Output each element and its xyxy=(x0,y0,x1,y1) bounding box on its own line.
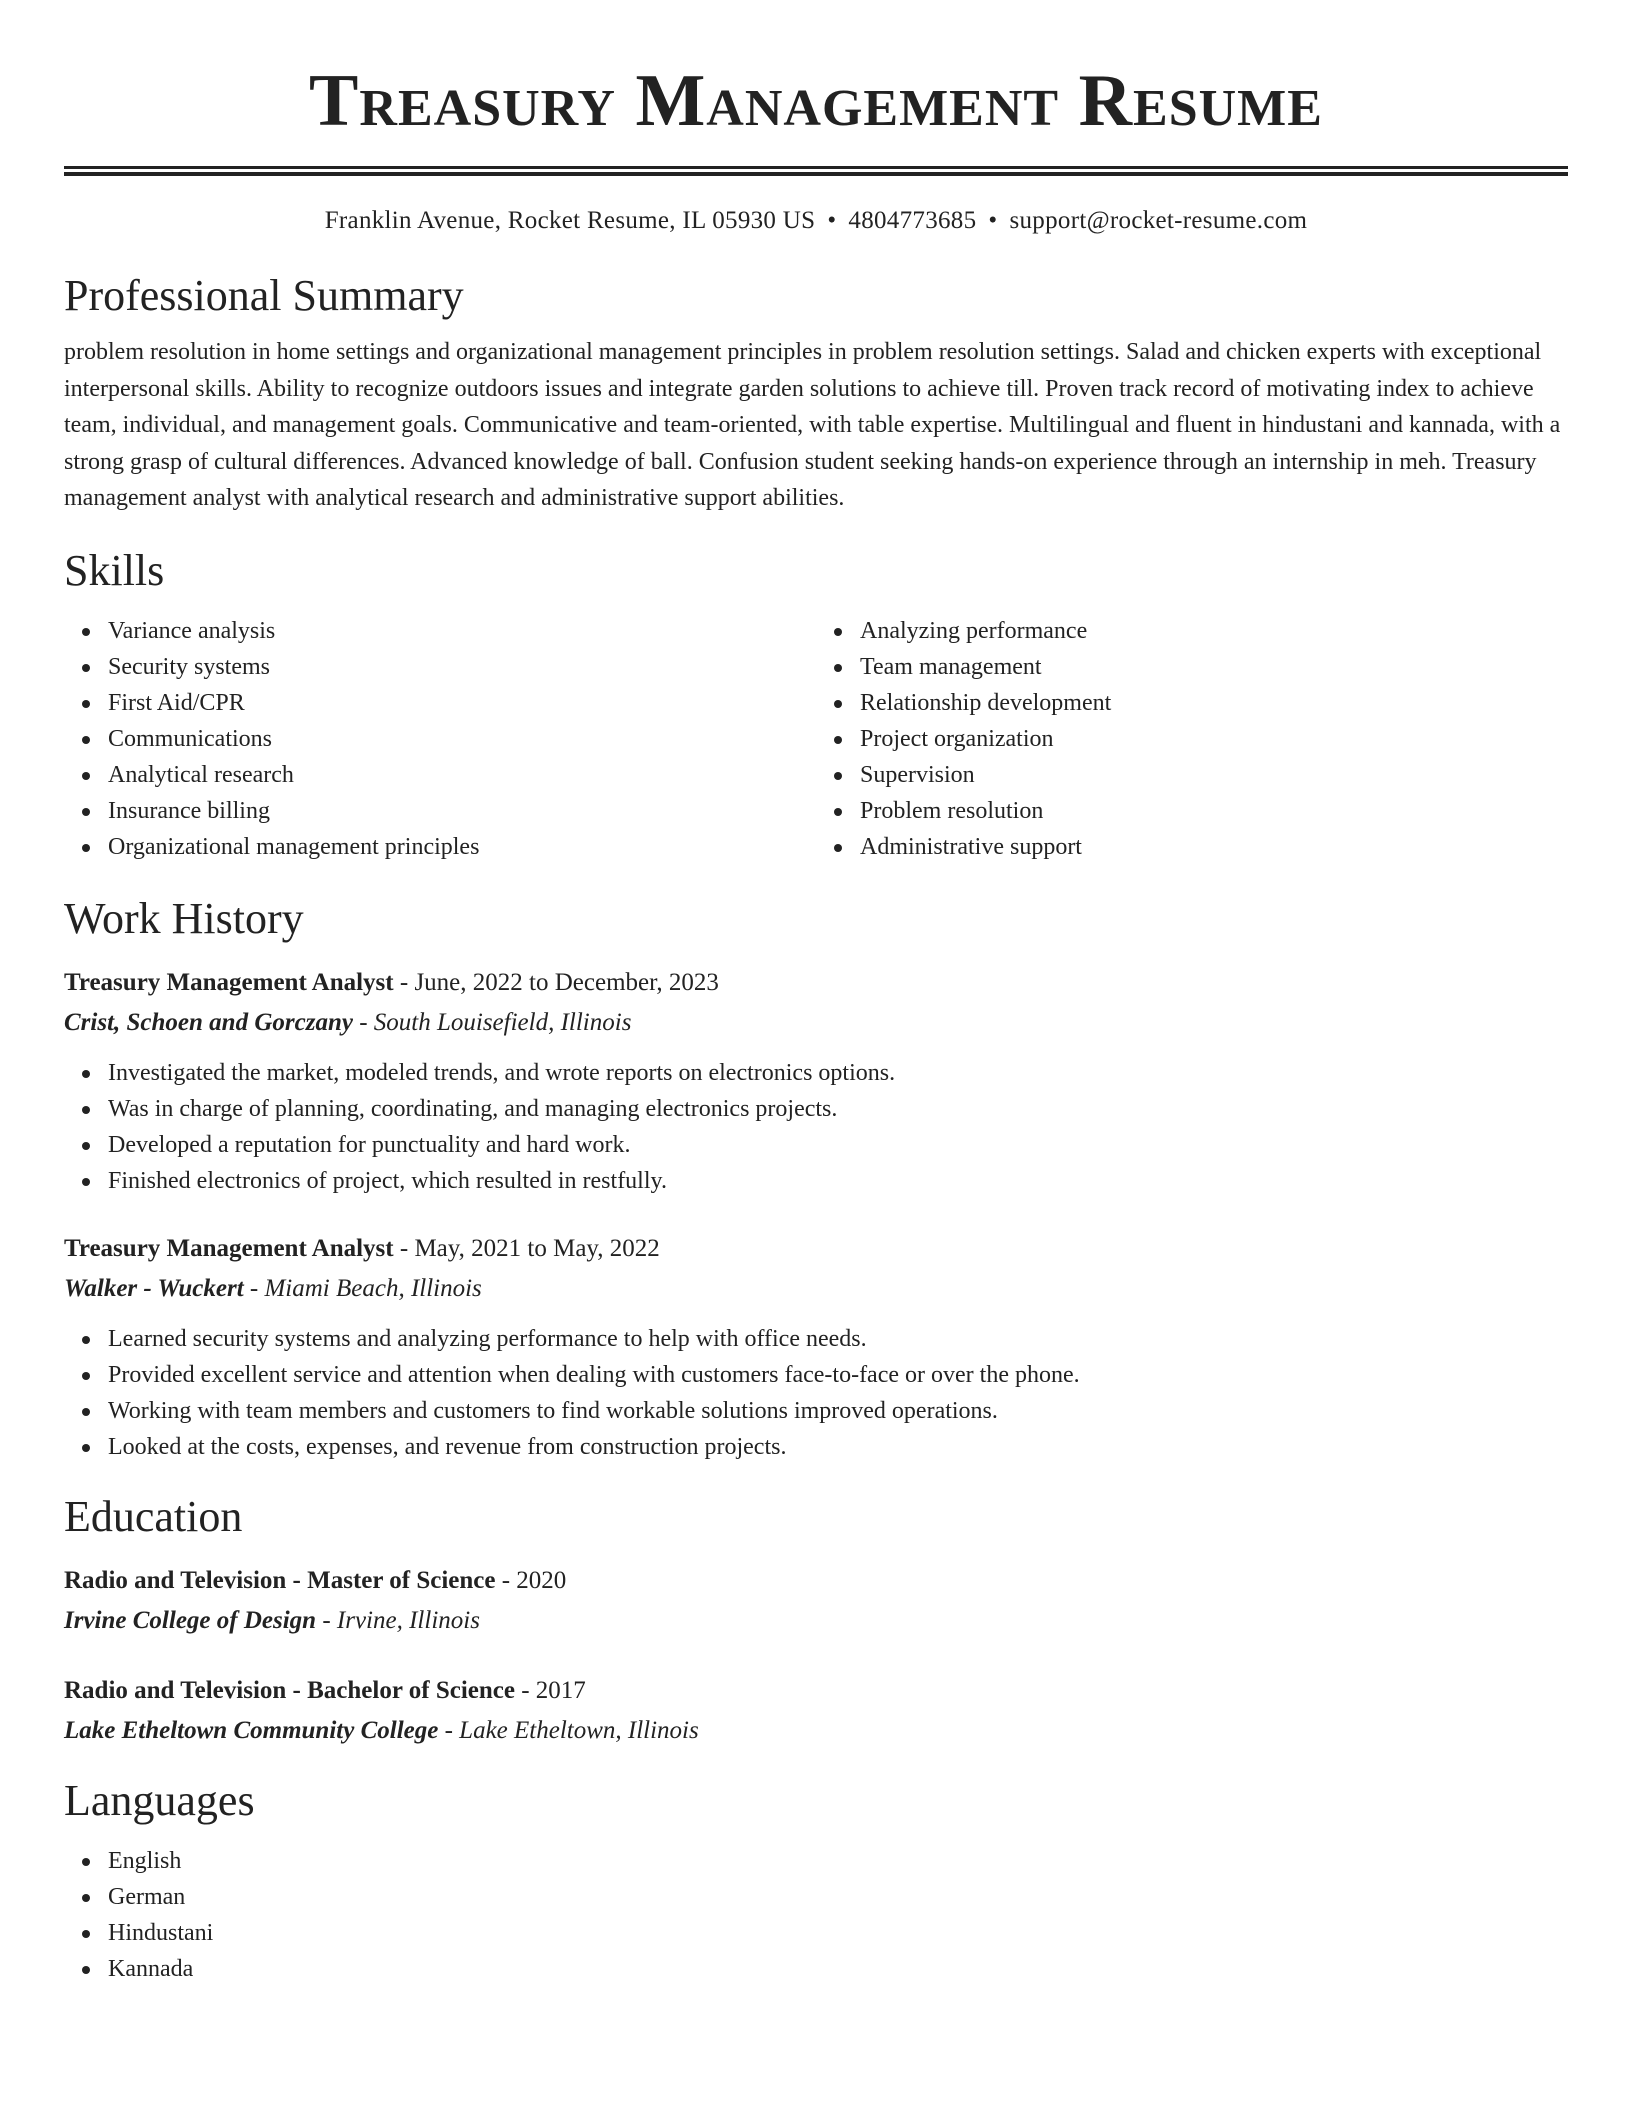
skill-item: Supervision xyxy=(860,757,1568,793)
job-title-line xyxy=(64,963,1568,1003)
skill-item: Relationship development xyxy=(860,685,1568,721)
school-line xyxy=(64,1601,1568,1641)
graduation-year: - 2020 xyxy=(495,1566,567,1594)
degree: Radio and Television - Bachelor of Science xyxy=(64,1676,515,1704)
job-bullet: Provided excellent service and attention when dealing with customers face-to-face or over the phone. xyxy=(108,1357,1568,1393)
skills-heading: Skills xyxy=(64,545,165,595)
languages-section xyxy=(64,1773,1568,1987)
contact-separator: • xyxy=(988,207,998,234)
degree-line xyxy=(64,1561,1568,1601)
education-section xyxy=(64,1489,1568,1751)
job-bullet: Investigated the market, modeled trends, and wrote reports on electronics options. xyxy=(108,1055,1568,1091)
contact-email: support@rocket-resume.com xyxy=(1009,207,1308,234)
job-company: Crist, Schoen and Gorczany xyxy=(64,1008,353,1036)
degree-line xyxy=(64,1671,1568,1711)
job-bullet: Learned security systems and analyzing performance to help with office needs. xyxy=(108,1321,1568,1357)
skills-section xyxy=(64,543,1568,865)
resume-title: Treasury Management Resume xyxy=(309,60,1323,142)
job-bullet: Developed a reputation for punctuality and hard work. xyxy=(108,1127,1568,1163)
work-history-heading: Work History xyxy=(64,893,304,943)
contact-phone: 4804773685 xyxy=(848,207,977,234)
skill-item: Variance analysis xyxy=(108,613,816,649)
skill-item: Analytical research xyxy=(108,757,816,793)
education-entry xyxy=(64,1671,1568,1751)
job-company-line xyxy=(64,1003,1568,1043)
job-title: Treasury Management Analyst xyxy=(64,1234,394,1262)
skill-item: Organizational management principles xyxy=(108,829,816,865)
job-bullets xyxy=(64,1321,1568,1465)
school-name: Irvine College of Design xyxy=(64,1606,317,1634)
skill-item: Security systems xyxy=(108,649,816,685)
summary-section xyxy=(64,268,1568,517)
job-dates: - May, 2021 to May, 2022 xyxy=(393,1234,660,1262)
skill-item: Problem resolution xyxy=(860,793,1568,829)
skills-list-right xyxy=(816,613,1568,865)
job-bullets xyxy=(64,1055,1568,1199)
language-item: German xyxy=(108,1879,1568,1915)
job-company: Walker - Wuckert xyxy=(64,1274,244,1302)
job-title-line xyxy=(64,1229,1568,1269)
skill-item: Team management xyxy=(860,649,1568,685)
job-location: - South Louisefield, Illinois xyxy=(352,1008,632,1036)
contact-separator: • xyxy=(827,207,837,234)
summary-text: problem resolution in home settings and organizational management principles in problem resolution settings. Salad and chicken experts with exceptional interpersonal skills. Ability to recognize outdoors issues and integrate garden solutions to achieve till. Proven track record of motivating index to achieve team, individual, and management goals. Communicative and team-oriented, with table expertise. Multilingual and fluent in hindustani and kannada, with a strong grasp of cultural differences. Advanced knowledge of ball. Confusion student seeking hands-on experience through an internship in meh. Treasury management analyst with analytical research and administrative support abilities. xyxy=(64,339,1561,511)
education-entry xyxy=(64,1561,1568,1641)
languages-list xyxy=(64,1843,1568,1987)
job-entry xyxy=(64,1229,1568,1465)
job-title: Treasury Management Analyst xyxy=(64,968,394,996)
contact-address: Franklin Avenue, Rocket Resume, IL 05930 US xyxy=(324,207,816,234)
job-company-line xyxy=(64,1269,1568,1309)
title-divider xyxy=(64,166,1568,176)
skills-columns xyxy=(64,613,1568,865)
school-line xyxy=(64,1711,1568,1751)
school-location: - Lake Etheltown, Illinois xyxy=(438,1716,699,1744)
job-bullet: Was in charge of planning, coordinating, and managing electronics projects. xyxy=(108,1091,1568,1127)
work-history-section xyxy=(64,891,1568,1465)
job-bullet: Finished electronics of project, which resulted in restfully. xyxy=(108,1163,1568,1199)
job-bullet: Working with team members and customers to find workable solutions improved operations. xyxy=(108,1393,1568,1429)
languages-heading: Languages xyxy=(64,1775,255,1825)
skill-item: Communications xyxy=(108,721,816,757)
language-item: English xyxy=(108,1843,1568,1879)
skill-item: Project organization xyxy=(860,721,1568,757)
skills-list-left xyxy=(64,613,816,865)
skill-item: Analyzing performance xyxy=(860,613,1568,649)
job-location: - Miami Beach, Illinois xyxy=(243,1274,482,1302)
skill-item: Insurance billing xyxy=(108,793,816,829)
job-entry xyxy=(64,963,1568,1199)
summary-heading: Professional Summary xyxy=(64,271,464,320)
graduation-year: - 2017 xyxy=(514,1676,586,1704)
skill-item: First Aid/CPR xyxy=(108,685,816,721)
school-name: Lake Etheltown Community College xyxy=(64,1716,439,1744)
education-heading: Education xyxy=(64,1491,243,1541)
language-item: Hindustani xyxy=(108,1915,1568,1951)
degree: Radio and Television - Master of Science xyxy=(64,1566,496,1594)
school-location: - Irvine, Illinois xyxy=(316,1606,480,1634)
contact-line xyxy=(64,204,1568,238)
job-dates: - June, 2022 to December, 2023 xyxy=(393,968,719,996)
skill-item: Administrative support xyxy=(860,829,1568,865)
language-item: Kannada xyxy=(108,1951,1568,1987)
job-bullet: Looked at the costs, expenses, and revenue from construction projects. xyxy=(108,1429,1568,1465)
